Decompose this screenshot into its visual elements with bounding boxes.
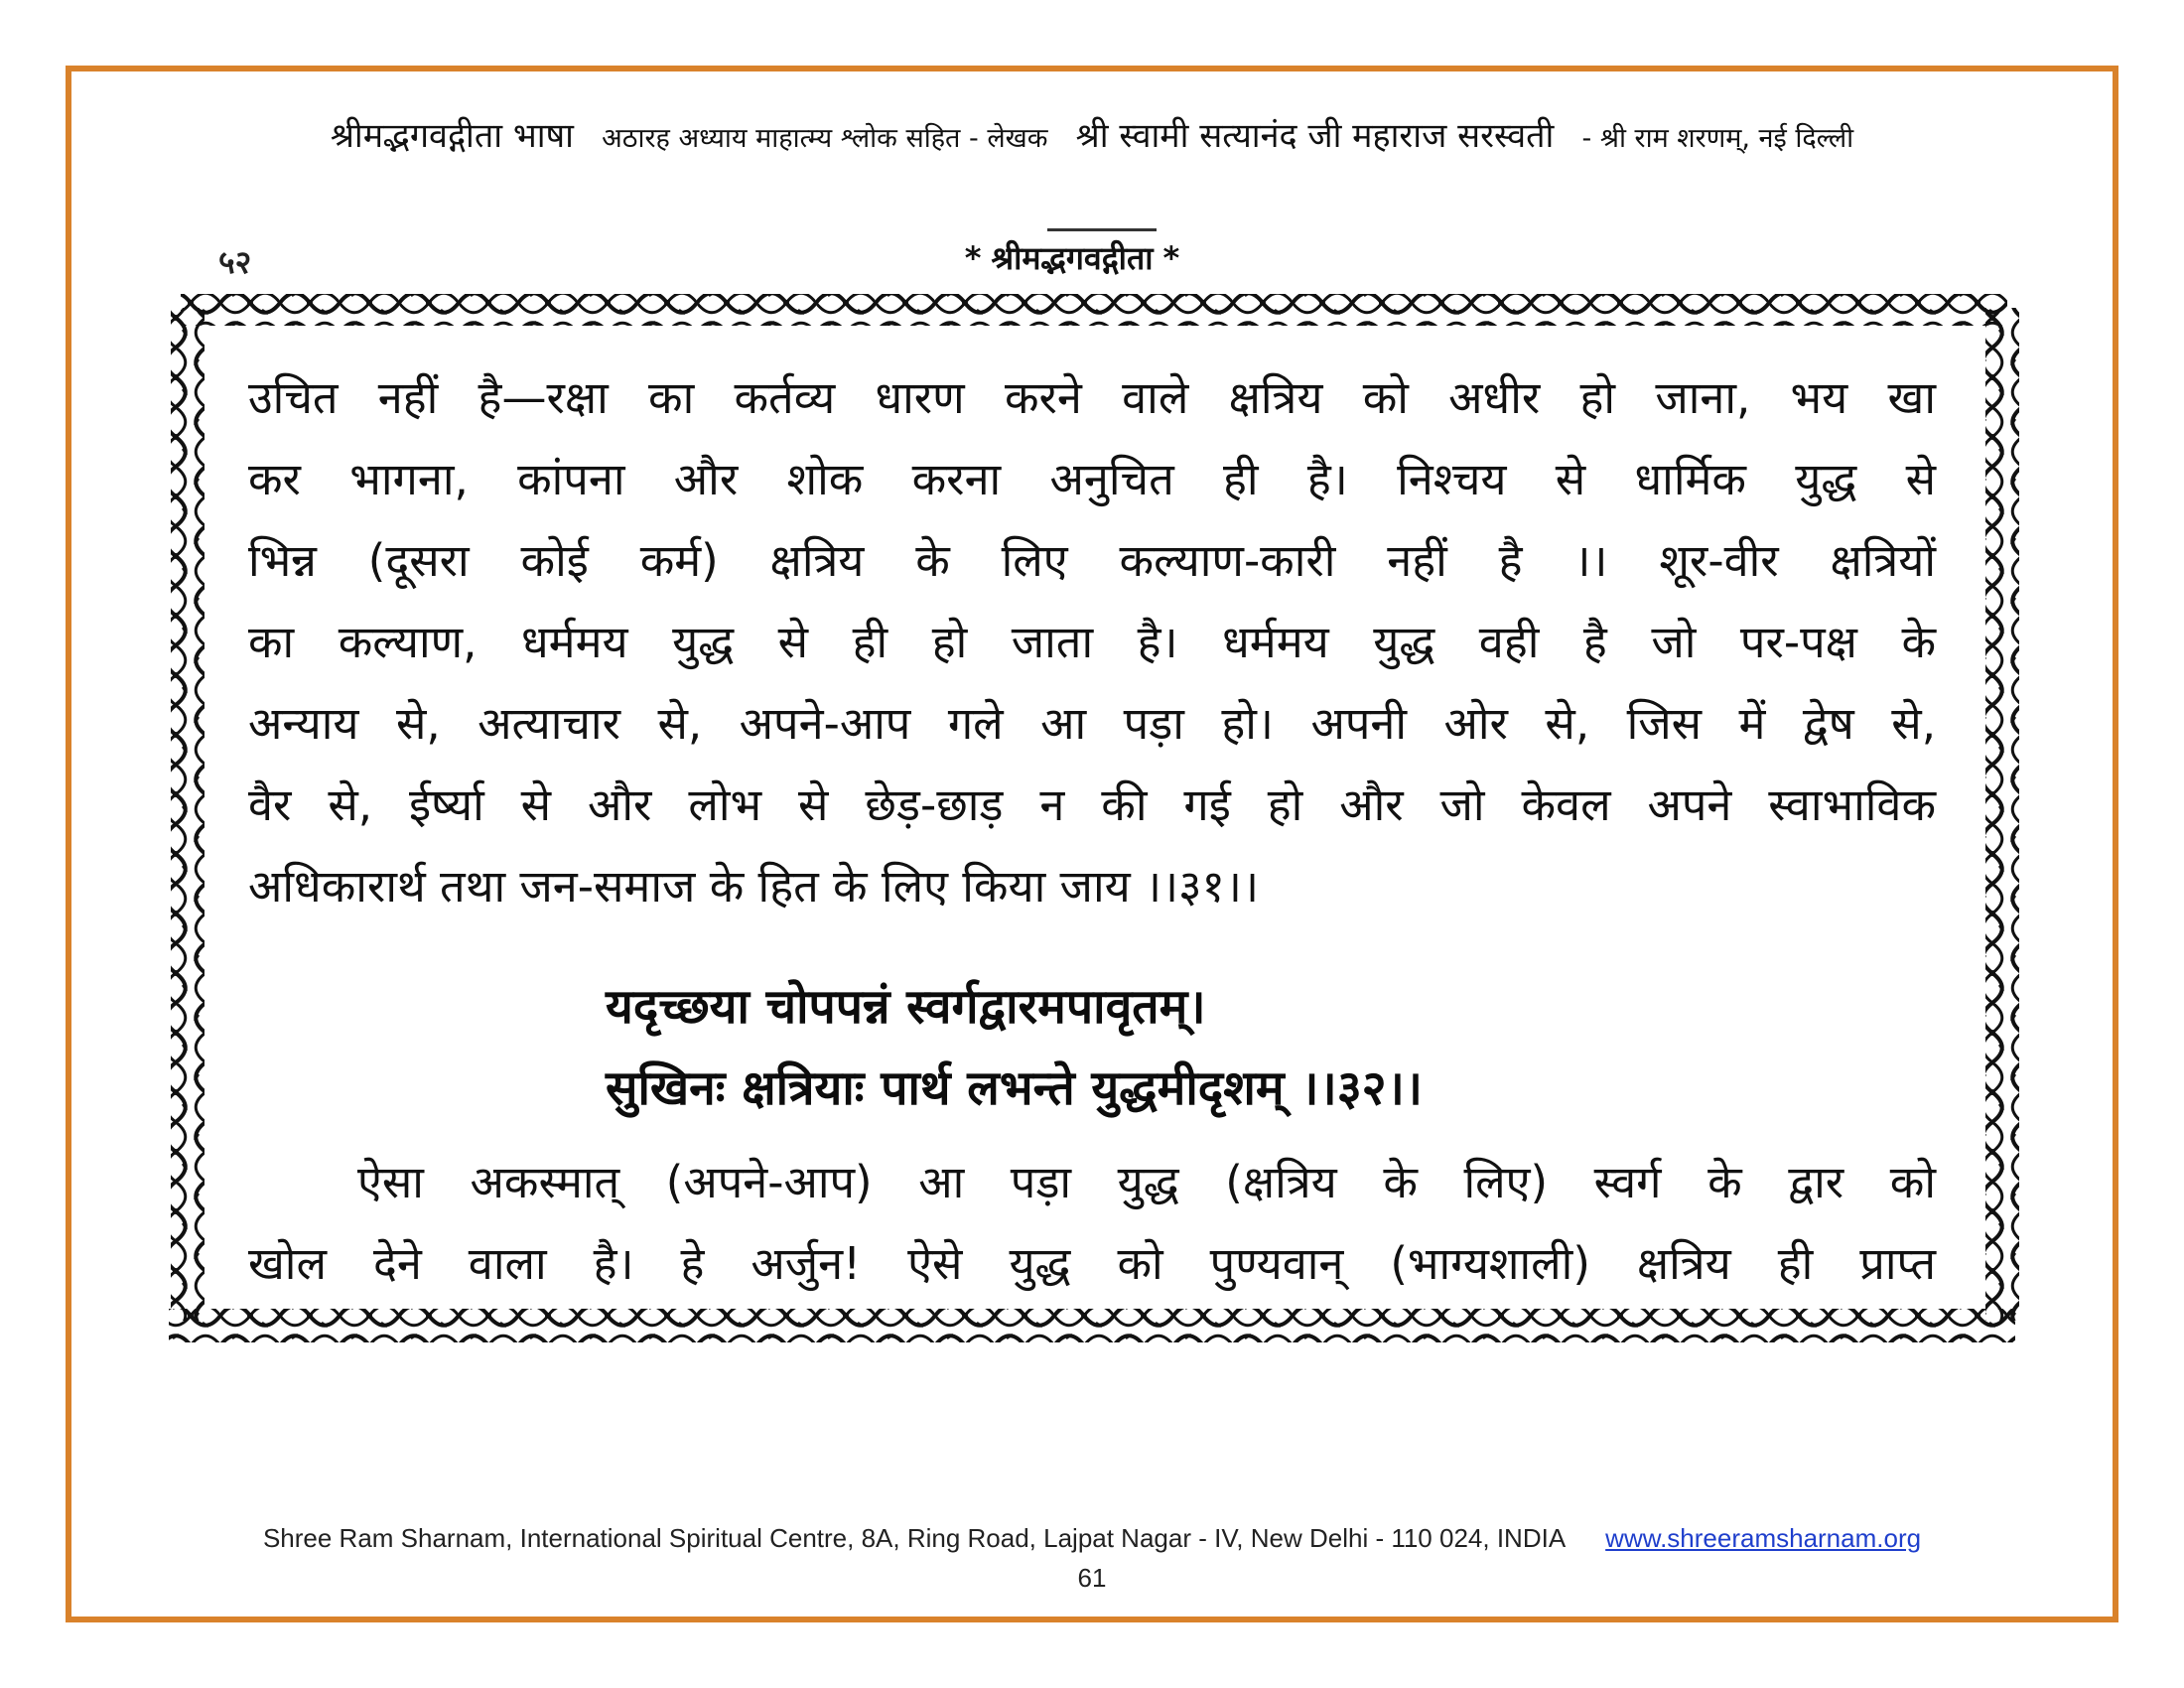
scan-page-number: ५२ <box>218 243 252 281</box>
header-title: श्रीमद्भगवद्गीता भाषा <box>330 116 574 156</box>
text-line: उचित नहीं है—रक्षा का कर्तव्य धारण करने वाले क्षत्रिय को अधीर हो जाना, भय खा <box>248 371 1936 424</box>
text-line: अन्याय से, अत्याचार से, अपने-आप गले आ पड़ा हो। अपनी ओर से, जिस में द्वेष से, <box>248 697 1936 750</box>
scanned-page <box>119 228 2025 1380</box>
text-line: भिन्न (दूसरा कोई कर्म) क्षत्रिय के लिए कल्याण-कारी नहीं है ।। शूर-वीर क्षत्रियों <box>248 534 1936 587</box>
text-line: खोल देने वाला है। हे अर्जुन! ऐसे युद्ध को पुण्यवान् (भाग्यशाली) क्षत्रिय ही प्राप्त <box>248 1237 1936 1290</box>
header-subtitle: अठारह अध्याय माहात्म्य श्लोक सहित - लेखक <box>602 123 1048 154</box>
text-line: ऐसा अकस्मात् (अपने-आप) आ पड़ा युद्ध (क्षत्रिय के लिए) स्वर्ग के द्वार को <box>357 1156 1936 1208</box>
header-author: श्री स्वामी सत्यानंद जी महाराज सरस्वती <box>1075 116 1555 156</box>
footer-address: Shree Ram Sharnam, International Spiritual Centre, 8A, Ring Road, Lajpat Nagar - IV, New Delhi - 110 024, INDIA <box>262 1523 1567 1553</box>
website-link[interactable]: www.shreeramsharnam.org <box>1605 1523 1922 1553</box>
shloka-line-1: यदृच्छया चोपपन्नं स्वर्गद्वारमपावृतम्। <box>606 979 1206 1035</box>
commentary-paragraph-2 <box>248 1142 1936 1305</box>
text-line: का कल्याण, धर्ममय युद्ध से ही हो जाता है। धर्ममय युद्ध वही है जो पर-पक्ष के <box>248 616 1936 668</box>
text-line: अधिकारार्थ तथा जन-समाज के हित के लिए किया जाय ।।३१।। <box>248 860 1260 913</box>
text-line: वैर से, ईर्ष्या से और लोभ से छेड़-छाड़ न की गई हो और जो केवल अपने स्वाभाविक <box>248 778 1936 831</box>
running-head-title: श्रीमद्भगवद्गीता <box>991 239 1154 277</box>
commentary-paragraph-1 <box>248 357 1936 927</box>
text-line: कर भागना, कांपना और शोक करना अनुचित ही है। निश्चय से धार्मिक युद्ध से <box>248 453 1936 505</box>
running-head-star-right: * <box>1162 239 1180 277</box>
running-head-star-left: * <box>964 239 982 277</box>
document-header <box>66 111 2118 157</box>
running-head-rule <box>1047 228 1157 231</box>
running-head <box>119 236 2025 279</box>
header-publisher: - श्री राम शरणम्, नई दिल्ली <box>1581 123 1854 154</box>
footer-page-number: 61 <box>1077 1563 1107 1593</box>
footer-address-line <box>66 1523 2118 1554</box>
shloka-line-2: सुखिनः क्षत्रियाः पार्थ लभन्ते युद्धमीदृशम् ।।३२।। <box>606 1060 1423 1116</box>
